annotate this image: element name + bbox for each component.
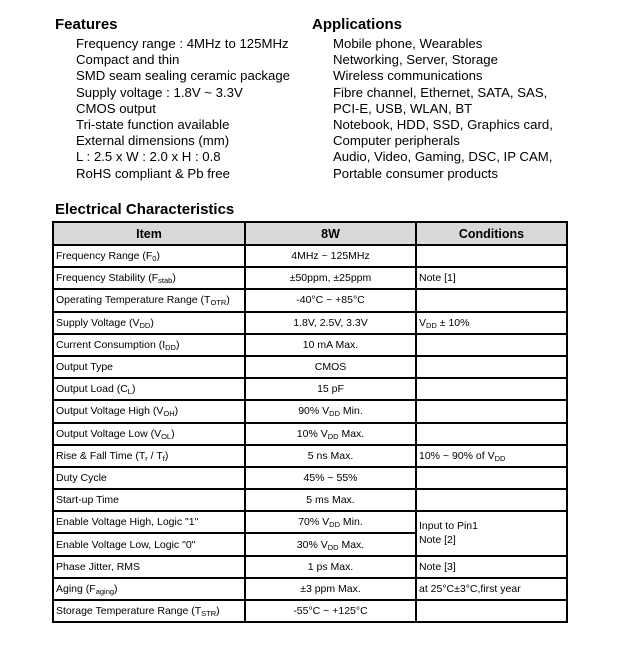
conditions-cell [416, 511, 567, 555]
table-row [53, 423, 567, 445]
item-cell: Output Load $(C_L)$ [53, 378, 245, 400]
value-cell: 15 pF [245, 378, 416, 400]
conditions-cell [416, 378, 567, 400]
conditions-cell [416, 356, 567, 378]
item-cell: Rise & Fall Time $(T_r / T_f)$ [53, 445, 245, 467]
item-cell: Output Voltage High $(V_{OH})$ [53, 400, 245, 422]
table-row [53, 289, 567, 311]
item-cell: Phase Jitter, RMS [53, 556, 245, 578]
conditions-cell: at 25°C±3°C,first year [416, 578, 567, 600]
applications-item: Computer peripherals [333, 133, 460, 149]
item-cell: Enable Voltage High, Logic "1" [53, 511, 245, 533]
value-cell: CMOS [245, 356, 416, 378]
table-row [53, 556, 567, 578]
value-cell: 10 mA Max. [245, 334, 416, 356]
table-row [53, 600, 567, 622]
features-item: Supply voltage : 1.8V ~ 3.3V [76, 84, 243, 100]
conditions-cell: 10% ~ 90% of $V_{DD}$ [416, 445, 567, 467]
header-value: 8W [245, 222, 416, 245]
conditions-cell: Note [3] [416, 556, 567, 578]
conditions-cell [416, 423, 567, 445]
table-row [53, 445, 567, 467]
electrical-title: Electrical Characteristics [55, 201, 235, 218]
features-item: Tri-state function available [76, 116, 230, 132]
features-item: CMOS output [76, 100, 156, 116]
applications-title: Applications [312, 16, 403, 33]
table-row [53, 467, 567, 489]
table-header-row [53, 222, 567, 245]
applications-item: Audio, Video, Gaming, DSC, IP CAM, [333, 149, 553, 165]
electrical-characteristics-table [52, 221, 568, 623]
item-cell: Output Voltage Low $(V_{OL})$ [53, 423, 245, 445]
applications-item: Fibre channel, Ethernet, SATA, SAS, [333, 84, 548, 100]
table-row [53, 312, 567, 334]
applications-item: Networking, Server, Storage [333, 52, 498, 68]
value-cell: 30% $V_{DD}$ Max. [245, 533, 416, 555]
applications-item: Notebook, HDD, SSD, Graphics card, [333, 116, 553, 132]
value-cell: 90% $V_{DD}$ Min. [245, 400, 416, 422]
conditions-cell [416, 489, 567, 511]
item-cell: Supply Voltage $(V_{DD})$ [53, 312, 245, 334]
header-conditions: Conditions [416, 222, 567, 245]
applications-list [333, 36, 553, 182]
table-row [53, 378, 567, 400]
applications-item: Portable consumer products [333, 165, 498, 181]
table-row [53, 489, 567, 511]
conditions-cell [416, 600, 567, 622]
conditions-cell [416, 334, 567, 356]
features-item: Compact and thin [76, 52, 180, 68]
features-title: Features [55, 16, 118, 33]
conditions-cell [416, 245, 567, 267]
item-cell: Current Consumption $(I_{DD})$ [53, 334, 245, 356]
features-list [76, 36, 290, 182]
table-row [53, 245, 567, 267]
value-cell: ±50ppm, ±25ppm [245, 267, 416, 289]
features-item: SMD seam sealing ceramic package [76, 68, 291, 84]
applications-item: Wireless communications [333, 68, 483, 84]
conditions-cell: $V_{DD} \pm 10\%$ [416, 312, 567, 334]
item-cell: Start-up Time [53, 489, 245, 511]
value-cell: -40°C ~ +85°C [245, 289, 416, 311]
features-item: External dimensions (mm) [76, 133, 230, 149]
value-cell: 1.8V, 2.5V, 3.3V [245, 312, 416, 334]
item-cell: Frequency Stability $(F_{stab})$ [53, 267, 245, 289]
conditions-line: Input to Pin1 [419, 520, 478, 533]
table-row [53, 511, 567, 533]
table-row [53, 334, 567, 356]
item-cell: Aging $(F_{aging})$ [53, 578, 245, 600]
table-row [53, 400, 567, 422]
item-cell: Frequency Range $(F_0)$ [53, 245, 245, 267]
header-item: Item [53, 222, 245, 245]
features-item: L : 2.5 x W : 2.0 x H : 0.8 [76, 149, 221, 165]
conditions-line: Note [2] [419, 534, 456, 547]
value-cell: 1 ps Max. [245, 556, 416, 578]
value-cell: 4MHz ~ 125MHz [245, 245, 416, 267]
value-cell: ±3 ppm Max. [245, 578, 416, 600]
value-cell: -55°C ~ +125°C [245, 600, 416, 622]
item-cell: Output Type [53, 356, 245, 378]
item-cell: Enable Voltage Low, Logic "0" [53, 533, 245, 555]
features-item: RoHS compliant & Pb free [76, 165, 230, 181]
value-cell: 10% $V_{DD}$ Max. [245, 423, 416, 445]
value-cell: 45% ~ 55% [245, 467, 416, 489]
value-cell: 70% $V_{DD}$ Min. [245, 511, 416, 533]
table-row [53, 578, 567, 600]
table-row [53, 356, 567, 378]
item-cell: Operating Temperature Range $(T_{OTR})$ [53, 289, 245, 311]
conditions-cell [416, 400, 567, 422]
item-cell: Storage Temperature Range $(T_{STR})$ [53, 600, 245, 622]
value-cell: 5 ns Max. [245, 445, 416, 467]
applications-item: PCI-E, USB, WLAN, BT [333, 100, 473, 116]
conditions-cell: Note [1] [416, 267, 567, 289]
value-cell: 5 ms Max. [245, 489, 416, 511]
item-cell: Duty Cycle [53, 467, 245, 489]
conditions-cell [416, 467, 567, 489]
conditions-cell [416, 289, 567, 311]
applications-item: Mobile phone, Wearables [333, 36, 483, 51]
table-row [53, 267, 567, 289]
features-item: Frequency range : 4MHz to 125MHz [76, 36, 289, 51]
